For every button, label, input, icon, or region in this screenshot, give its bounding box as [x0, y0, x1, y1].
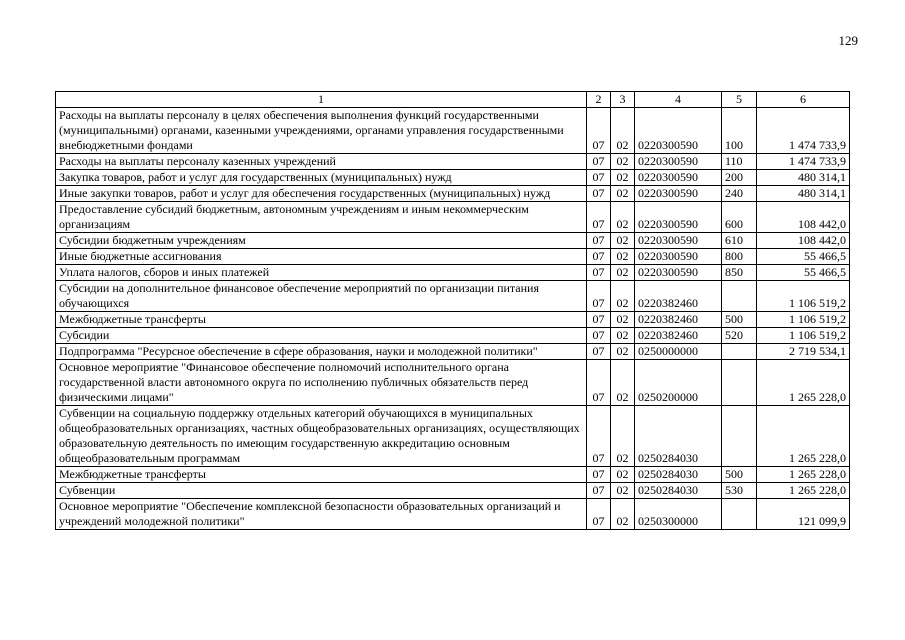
- row-razdel-cell: 07: [587, 328, 611, 344]
- table-row: [56, 265, 850, 281]
- row-name-cell: Основное мероприятие "Обеспечение комплексной безопасности образовательных организаций и учреждений молодежной политики": [56, 499, 587, 530]
- table-row: [56, 344, 850, 360]
- table-header-row: [56, 92, 850, 108]
- row-csr-cell: 0220300590: [635, 186, 722, 202]
- row-vr-cell: 110: [722, 154, 757, 170]
- row-razdel-cell: 07: [587, 360, 611, 406]
- row-razdel-cell: 07: [587, 499, 611, 530]
- row-name-cell: Предоставление субсидий бюджетным, автономным учреждениям и иным некоммерческим организациям: [56, 202, 587, 233]
- row-amount-cell: 1 265 228,0: [757, 483, 850, 499]
- row-podrazdel-cell: 02: [611, 406, 635, 467]
- row-name-cell: Подпрограмма "Ресурсное обеспечение в сфере образования, науки и молодежной политики": [56, 344, 587, 360]
- table-row: [56, 233, 850, 249]
- row-razdel-cell: 07: [587, 186, 611, 202]
- header-cell-podrazdel: 3: [611, 92, 635, 108]
- row-vr-cell: 520: [722, 328, 757, 344]
- row-csr-cell: 0220382460: [635, 281, 722, 312]
- header-cell-csr: 4: [635, 92, 722, 108]
- table-row: [56, 312, 850, 328]
- table-row: [56, 499, 850, 530]
- row-name-cell: Субсидии на дополнительное финансовое обеспечение мероприятий по организации питания обучающихся: [56, 281, 587, 312]
- row-amount-cell: 1 106 519,2: [757, 312, 850, 328]
- row-vr-cell: 610: [722, 233, 757, 249]
- row-name-cell: Уплата налогов, сборов и иных платежей: [56, 265, 587, 281]
- table-body: [56, 108, 850, 530]
- row-amount-cell: 1 265 228,0: [757, 360, 850, 406]
- row-razdel-cell: 07: [587, 344, 611, 360]
- header-cell-vr: 5: [722, 92, 757, 108]
- table-row: [56, 170, 850, 186]
- row-amount-cell: 1 265 228,0: [757, 406, 850, 467]
- row-csr-cell: 0220300590: [635, 154, 722, 170]
- table-row: [56, 406, 850, 467]
- table-row: [56, 249, 850, 265]
- row-razdel-cell: 07: [587, 312, 611, 328]
- row-vr-cell: 530: [722, 483, 757, 499]
- row-vr-cell: 500: [722, 467, 757, 483]
- row-name-cell: Закупка товаров, работ и услуг для государственных (муниципальных) нужд: [56, 170, 587, 186]
- row-name-cell: Межбюджетные трансферты: [56, 312, 587, 328]
- row-razdel-cell: 07: [587, 281, 611, 312]
- row-amount-cell: 108 442,0: [757, 233, 850, 249]
- row-razdel-cell: 07: [587, 265, 611, 281]
- row-podrazdel-cell: 02: [611, 281, 635, 312]
- row-csr-cell: 0250300000: [635, 499, 722, 530]
- row-name-cell: Субсидии бюджетным учреждениям: [56, 233, 587, 249]
- row-amount-cell: 480 314,1: [757, 186, 850, 202]
- row-csr-cell: 0250000000: [635, 344, 722, 360]
- row-vr-cell: 100: [722, 108, 757, 154]
- row-vr-cell: 800: [722, 249, 757, 265]
- row-csr-cell: 0250284030: [635, 406, 722, 467]
- table-row: [56, 360, 850, 406]
- row-razdel-cell: 07: [587, 108, 611, 154]
- row-podrazdel-cell: 02: [611, 170, 635, 186]
- row-vr-cell: [722, 406, 757, 467]
- row-amount-cell: 1 106 519,2: [757, 328, 850, 344]
- row-razdel-cell: 07: [587, 467, 611, 483]
- row-podrazdel-cell: 02: [611, 202, 635, 233]
- page-number: 129: [838, 33, 858, 48]
- row-vr-cell: 600: [722, 202, 757, 233]
- row-amount-cell: 1 106 519,2: [757, 281, 850, 312]
- row-csr-cell: 0220300590: [635, 202, 722, 233]
- row-csr-cell: 0250284030: [635, 467, 722, 483]
- row-amount-cell: 1 474 733,9: [757, 108, 850, 154]
- row-razdel-cell: 07: [587, 233, 611, 249]
- row-podrazdel-cell: 02: [611, 344, 635, 360]
- header-cell-razdel: 2: [587, 92, 611, 108]
- row-vr-cell: [722, 499, 757, 530]
- table-row: [56, 328, 850, 344]
- row-csr-cell: 0220382460: [635, 312, 722, 328]
- table-row: [56, 108, 850, 154]
- row-razdel-cell: 07: [587, 154, 611, 170]
- row-vr-cell: 850: [722, 265, 757, 281]
- row-vr-cell: [722, 360, 757, 406]
- row-amount-cell: 1 265 228,0: [757, 467, 850, 483]
- row-amount-cell: 121 099,9: [757, 499, 850, 530]
- row-name-cell: Расходы на выплаты персоналу в целях обеспечения выполнения функций государственными (муниципальными) органами, казенными учреждениями, органами управления государственными внебюджетными фондами: [56, 108, 587, 154]
- row-amount-cell: 108 442,0: [757, 202, 850, 233]
- row-vr-cell: 240: [722, 186, 757, 202]
- table-row: [56, 154, 850, 170]
- row-amount-cell: 480 314,1: [757, 170, 850, 186]
- row-csr-cell: 0220382460: [635, 328, 722, 344]
- row-podrazdel-cell: 02: [611, 312, 635, 328]
- row-amount-cell: 55 466,5: [757, 265, 850, 281]
- row-vr-cell: 200: [722, 170, 757, 186]
- row-vr-cell: 500: [722, 312, 757, 328]
- row-csr-cell: 0220300590: [635, 265, 722, 281]
- table-row: [56, 281, 850, 312]
- row-podrazdel-cell: 02: [611, 154, 635, 170]
- row-vr-cell: [722, 344, 757, 360]
- row-name-cell: Основное мероприятие "Финансовое обеспечение полномочий исполнительного органа государственной власти автономного округа по исполнению публичных обязательств перед физическими лицами": [56, 360, 587, 406]
- row-razdel-cell: 07: [587, 406, 611, 467]
- row-podrazdel-cell: 02: [611, 249, 635, 265]
- row-name-cell: Субвенции: [56, 483, 587, 499]
- table-row: [56, 467, 850, 483]
- header-cell-name: 1: [56, 92, 587, 108]
- row-razdel-cell: 07: [587, 170, 611, 186]
- row-podrazdel-cell: 02: [611, 328, 635, 344]
- row-csr-cell: 0220300590: [635, 108, 722, 154]
- row-podrazdel-cell: 02: [611, 483, 635, 499]
- row-csr-cell: 0220300590: [635, 249, 722, 265]
- row-razdel-cell: 07: [587, 483, 611, 499]
- row-podrazdel-cell: 02: [611, 265, 635, 281]
- budget-table: [55, 91, 850, 530]
- table-row: [56, 483, 850, 499]
- row-name-cell: Межбюджетные трансферты: [56, 467, 587, 483]
- table-row: [56, 202, 850, 233]
- row-name-cell: Иные бюджетные ассигнования: [56, 249, 587, 265]
- row-podrazdel-cell: 02: [611, 233, 635, 249]
- row-vr-cell: [722, 281, 757, 312]
- header-cell-amount: 6: [757, 92, 850, 108]
- row-name-cell: Субвенции на социальную поддержку отдельных категорий обучающихся в муниципальных общеобразовательных организациях, частных общеобразовательных организациях, осуществляющих образовательную деятельность по имеющим государственную аккредитацию основным общеобразовательным программам: [56, 406, 587, 467]
- row-csr-cell: 0220300590: [635, 233, 722, 249]
- row-amount-cell: 55 466,5: [757, 249, 850, 265]
- row-razdel-cell: 07: [587, 202, 611, 233]
- row-csr-cell: 0250200000: [635, 360, 722, 406]
- table-row: [56, 186, 850, 202]
- row-name-cell: Иные закупки товаров, работ и услуг для обеспечения государственных (муниципальных) нужд: [56, 186, 587, 202]
- row-amount-cell: 2 719 534,1: [757, 344, 850, 360]
- row-csr-cell: 0250284030: [635, 483, 722, 499]
- row-podrazdel-cell: 02: [611, 108, 635, 154]
- row-podrazdel-cell: 02: [611, 467, 635, 483]
- row-podrazdel-cell: 02: [611, 186, 635, 202]
- row-podrazdel-cell: 02: [611, 360, 635, 406]
- row-name-cell: Субсидии: [56, 328, 587, 344]
- row-podrazdel-cell: 02: [611, 499, 635, 530]
- row-razdel-cell: 07: [587, 249, 611, 265]
- row-amount-cell: 1 474 733,9: [757, 154, 850, 170]
- row-name-cell: Расходы на выплаты персоналу казенных учреждений: [56, 154, 587, 170]
- row-csr-cell: 0220300590: [635, 170, 722, 186]
